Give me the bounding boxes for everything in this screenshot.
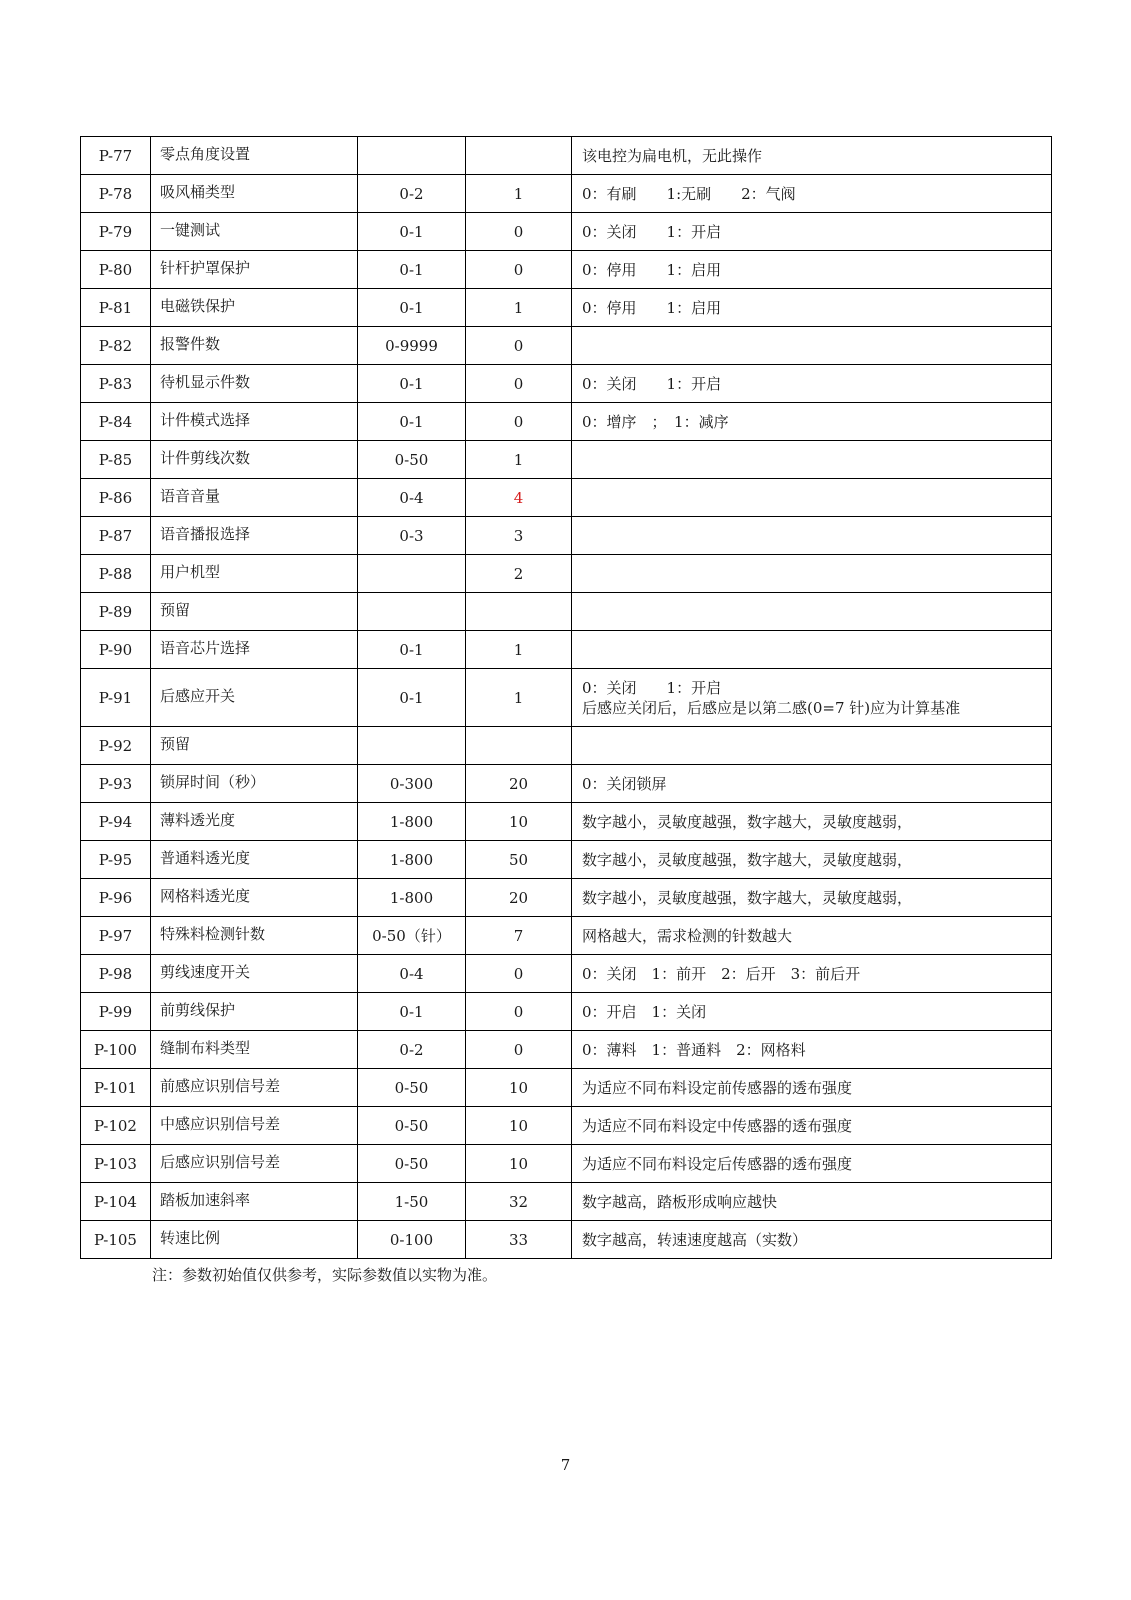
param-description-cell xyxy=(572,803,1052,841)
param-name-cell xyxy=(151,1221,358,1259)
param-code-cell: P-104 xyxy=(81,1183,151,1221)
param-description-line: 0：关闭 1：开启 xyxy=(582,222,722,241)
param-description-line: 0：薄料 1：普通料 2：网格料 xyxy=(582,1040,806,1059)
param-description-cell xyxy=(572,1031,1052,1069)
param-code-cell: P-90 xyxy=(81,631,151,669)
param-default-cell: 20 xyxy=(466,879,572,917)
param-name-cell xyxy=(151,1145,358,1183)
param-description-cell xyxy=(572,251,1052,289)
table-row xyxy=(81,289,1052,327)
param-name-cell xyxy=(151,1107,358,1145)
param-range-cell xyxy=(358,555,466,593)
param-name-cell xyxy=(151,327,358,365)
table-row xyxy=(81,1183,1052,1221)
param-default-cell: 0 xyxy=(466,365,572,403)
param-code-cell: P-83 xyxy=(81,365,151,403)
param-name: 语音音量 xyxy=(160,486,221,505)
param-description-line: 0：关闭锁屏 xyxy=(582,774,667,793)
param-description-line: 0：增序 ； 1：减序 xyxy=(582,412,729,431)
param-range-cell: 0-50 xyxy=(358,441,466,479)
table-row xyxy=(81,765,1052,803)
param-code-cell: P-105 xyxy=(81,1221,151,1259)
param-description-cell xyxy=(572,137,1052,175)
param-range-cell: 0-1 xyxy=(358,669,466,727)
param-description-cell xyxy=(572,879,1052,917)
param-range-cell xyxy=(358,727,466,765)
param-name: 电磁铁保护 xyxy=(160,296,236,315)
param-range-cell: 0-50 xyxy=(358,1145,466,1183)
table-row xyxy=(81,1069,1052,1107)
param-default-cell: 1 xyxy=(466,631,572,669)
param-name-cell xyxy=(151,441,358,479)
param-name: 锁屏时间（秒） xyxy=(160,772,266,791)
param-description-line: 0：停用 1：启用 xyxy=(582,298,722,317)
param-description-line: 0：关闭 1：前开 2：后开 3：前后开 xyxy=(582,964,861,983)
param-range-cell: 0-50 xyxy=(358,1069,466,1107)
param-name: 缝制布料类型 xyxy=(160,1038,251,1057)
param-description-cell xyxy=(572,1069,1052,1107)
param-range-cell: 0-1 xyxy=(358,289,466,327)
table-row xyxy=(81,841,1052,879)
param-code-cell: P-85 xyxy=(81,441,151,479)
param-default-cell: 7 xyxy=(466,917,572,955)
param-name-cell xyxy=(151,955,358,993)
param-default-cell: 10 xyxy=(466,1069,572,1107)
param-description-line: 数字越小，灵敏度越强，数字越大，灵敏度越弱， xyxy=(582,888,913,907)
table-row xyxy=(81,727,1052,765)
param-code-cell: P-91 xyxy=(81,669,151,727)
param-description-line: 网格越大，需求检测的针数越大 xyxy=(582,926,793,945)
param-default-cell: 0 xyxy=(466,403,572,441)
param-name: 语音芯片选择 xyxy=(160,638,251,657)
param-range-cell: 0-3 xyxy=(358,517,466,555)
param-default-cell: 1 xyxy=(466,175,572,213)
param-name: 踏板加速斜率 xyxy=(160,1190,251,1209)
param-default-cell: 0 xyxy=(466,1031,572,1069)
param-description-cell xyxy=(572,479,1052,517)
table-row xyxy=(81,955,1052,993)
param-description-cell xyxy=(572,403,1052,441)
param-name: 语音播报选择 xyxy=(160,524,251,543)
param-name-cell xyxy=(151,879,358,917)
param-code-cell: P-87 xyxy=(81,517,151,555)
param-code-cell: P-102 xyxy=(81,1107,151,1145)
param-range-cell: 0-2 xyxy=(358,1031,466,1069)
param-description-cell xyxy=(572,727,1052,765)
param-code-cell: P-80 xyxy=(81,251,151,289)
param-code-cell: P-101 xyxy=(81,1069,151,1107)
param-code-cell: P-93 xyxy=(81,765,151,803)
param-description-cell xyxy=(572,441,1052,479)
param-code-cell: P-84 xyxy=(81,403,151,441)
table-row xyxy=(81,175,1052,213)
param-default-cell: 10 xyxy=(466,1107,572,1145)
param-name-cell xyxy=(151,631,358,669)
table-row xyxy=(81,1145,1052,1183)
param-default-cell: 0 xyxy=(466,327,572,365)
param-name: 后感应开关 xyxy=(160,686,236,705)
param-range-cell: 0-1 xyxy=(358,403,466,441)
param-name: 普通料透光度 xyxy=(160,848,251,867)
param-description-cell xyxy=(572,1107,1052,1145)
param-code-cell: P-95 xyxy=(81,841,151,879)
param-name: 针杆护罩保护 xyxy=(160,258,251,277)
param-description-cell xyxy=(572,327,1052,365)
param-code-cell: P-86 xyxy=(81,479,151,517)
param-name-cell xyxy=(151,555,358,593)
param-name-cell xyxy=(151,137,358,175)
param-name-cell xyxy=(151,251,358,289)
table-row xyxy=(81,555,1052,593)
param-description-line: 0：有刷 1:无刷 2：气阀 xyxy=(582,184,796,203)
param-name-cell xyxy=(151,365,358,403)
param-description-cell xyxy=(572,555,1052,593)
param-default-cell xyxy=(466,593,572,631)
param-range-cell: 0-1 xyxy=(358,365,466,403)
table-row xyxy=(81,917,1052,955)
param-default-cell: 1 xyxy=(466,441,572,479)
param-default-cell xyxy=(466,727,572,765)
param-code-cell: P-88 xyxy=(81,555,151,593)
param-range-cell xyxy=(358,593,466,631)
param-range-cell xyxy=(358,137,466,175)
param-description-line: 为适应不同布料设定前传感器的透布强度 xyxy=(582,1078,853,1097)
param-range-cell: 1-800 xyxy=(358,841,466,879)
table-row xyxy=(81,365,1052,403)
param-range-cell: 1-800 xyxy=(358,803,466,841)
param-description-line: 0：关闭 1：开启 xyxy=(582,374,722,393)
param-description-cell xyxy=(572,917,1052,955)
param-name: 后感应识别信号差 xyxy=(160,1152,281,1171)
param-name: 特殊料检测针数 xyxy=(160,924,266,943)
param-default-cell: 33 xyxy=(466,1221,572,1259)
param-code-cell: P-94 xyxy=(81,803,151,841)
table-row xyxy=(81,479,1052,517)
param-code-cell: P-82 xyxy=(81,327,151,365)
param-code-cell: P-99 xyxy=(81,993,151,1031)
param-code-cell: P-92 xyxy=(81,727,151,765)
param-range-cell: 0-1 xyxy=(358,213,466,251)
param-name: 计件模式选择 xyxy=(160,410,251,429)
param-description-cell xyxy=(572,841,1052,879)
param-description-line: 后感应关闭后，后感应是以第二感(0=7 针)应为计算基准 xyxy=(582,698,961,717)
param-code-cell: P-100 xyxy=(81,1031,151,1069)
table-row xyxy=(81,213,1052,251)
param-range-cell: 0-1 xyxy=(358,251,466,289)
param-description-line: 数字越高，转速速度越高（实数） xyxy=(582,1230,808,1249)
parameter-table-body xyxy=(81,137,1052,1259)
param-name: 零点角度设置 xyxy=(160,144,251,163)
param-default-cell: 0 xyxy=(466,213,572,251)
param-description-cell xyxy=(572,1183,1052,1221)
footnote: 注：参数初始值仅供参考，实际参数值以实物为准。 xyxy=(152,1266,498,1284)
param-description-cell xyxy=(572,1145,1052,1183)
param-range-cell: 0-300 xyxy=(358,765,466,803)
param-name: 中感应识别信号差 xyxy=(160,1114,281,1133)
table-row xyxy=(81,137,1052,175)
table-row xyxy=(81,1221,1052,1259)
param-name: 网格料透光度 xyxy=(160,886,251,905)
param-default-cell: 2 xyxy=(466,555,572,593)
table-row xyxy=(81,403,1052,441)
param-name-cell xyxy=(151,1069,358,1107)
param-description-line: 0：关闭 1：开启 xyxy=(582,678,722,697)
param-range-cell: 0-9999 xyxy=(358,327,466,365)
param-name: 剪线速度开关 xyxy=(160,962,251,981)
param-name-cell xyxy=(151,803,358,841)
param-name-cell xyxy=(151,213,358,251)
table-row xyxy=(81,879,1052,917)
param-default-cell xyxy=(466,137,572,175)
table-row xyxy=(81,593,1052,631)
param-range-cell: 0-100 xyxy=(358,1221,466,1259)
param-description-cell xyxy=(572,289,1052,327)
param-name: 报警件数 xyxy=(160,334,221,353)
param-code-cell: P-98 xyxy=(81,955,151,993)
param-range-cell: 1-50 xyxy=(358,1183,466,1221)
param-name: 前感应识别信号差 xyxy=(160,1076,281,1095)
param-range-cell: 0-4 xyxy=(358,955,466,993)
param-code-cell: P-78 xyxy=(81,175,151,213)
param-name: 预留 xyxy=(160,600,191,619)
param-name: 吸风桶类型 xyxy=(160,182,236,201)
param-name: 一键测试 xyxy=(160,220,221,239)
param-description-cell xyxy=(572,955,1052,993)
table-row xyxy=(81,993,1052,1031)
param-name: 待机显示件数 xyxy=(160,372,251,391)
param-name: 前剪线保护 xyxy=(160,1000,236,1019)
param-range-cell: 0-4 xyxy=(358,479,466,517)
param-description-line: 数字越小，灵敏度越强，数字越大，灵敏度越弱， xyxy=(582,850,913,869)
param-description-cell xyxy=(572,213,1052,251)
param-description-line: 为适应不同布料设定后传感器的透布强度 xyxy=(582,1154,853,1173)
table-row xyxy=(81,327,1052,365)
param-name-cell xyxy=(151,1031,358,1069)
param-name: 转速比例 xyxy=(160,1228,221,1247)
param-name-cell xyxy=(151,917,358,955)
param-name-cell xyxy=(151,727,358,765)
param-description-line: 为适应不同布料设定中传感器的透布强度 xyxy=(582,1116,853,1135)
param-name-cell xyxy=(151,765,358,803)
param-code-cell: P-81 xyxy=(81,289,151,327)
table-row xyxy=(81,669,1052,727)
table-row xyxy=(81,517,1052,555)
param-description-cell xyxy=(572,993,1052,1031)
param-name-cell xyxy=(151,175,358,213)
param-description-line: 0：停用 1：启用 xyxy=(582,260,722,279)
page-number: 7 xyxy=(560,1456,571,1474)
param-code-cell: P-89 xyxy=(81,593,151,631)
table-row xyxy=(81,1031,1052,1069)
param-name-cell xyxy=(151,593,358,631)
param-description-cell xyxy=(572,765,1052,803)
param-name-cell xyxy=(151,669,358,727)
param-name-cell xyxy=(151,517,358,555)
param-range-cell: 1-800 xyxy=(358,879,466,917)
param-description-cell xyxy=(572,1221,1052,1259)
param-code-cell: P-96 xyxy=(81,879,151,917)
param-name: 预留 xyxy=(160,734,191,753)
param-code-cell: P-97 xyxy=(81,917,151,955)
table-row xyxy=(81,251,1052,289)
param-default-cell: 50 xyxy=(466,841,572,879)
param-range-cell: 0-1 xyxy=(358,993,466,1031)
param-default-cell: 3 xyxy=(466,517,572,555)
param-name-cell xyxy=(151,403,358,441)
param-default-cell: 1 xyxy=(466,289,572,327)
param-range-cell: 0-50 xyxy=(358,1107,466,1145)
param-default-cell: 32 xyxy=(466,1183,572,1221)
param-name-cell xyxy=(151,841,358,879)
param-range-cell: 0-2 xyxy=(358,175,466,213)
param-default-cell: 1 xyxy=(466,669,572,727)
param-default-cell: 0 xyxy=(466,993,572,1031)
param-range-cell: 0-50（针） xyxy=(358,917,466,955)
param-description-line: 数字越小，灵敏度越强，数字越大，灵敏度越弱， xyxy=(582,812,913,831)
param-range-cell: 0-1 xyxy=(358,631,466,669)
param-name: 薄料透光度 xyxy=(160,810,236,829)
param-description-cell xyxy=(572,365,1052,403)
param-description-line: 0：开启 1：关闭 xyxy=(582,1002,707,1021)
param-default-cell: 10 xyxy=(466,1145,572,1183)
param-description-cell xyxy=(572,517,1052,555)
param-default-cell: 10 xyxy=(466,803,572,841)
table-row xyxy=(81,1107,1052,1145)
param-default-cell: 20 xyxy=(466,765,572,803)
param-default-cell: 0 xyxy=(466,251,572,289)
param-name-cell xyxy=(151,289,358,327)
param-default-cell: 4 xyxy=(466,479,572,517)
param-code-cell: P-103 xyxy=(81,1145,151,1183)
param-description-cell xyxy=(572,175,1052,213)
parameter-table xyxy=(80,136,1052,1259)
param-name-cell xyxy=(151,993,358,1031)
param-code-cell: P-79 xyxy=(81,213,151,251)
param-description-cell xyxy=(572,631,1052,669)
param-description-line: 数字越高，踏板形成响应越快 xyxy=(582,1192,778,1211)
param-code-cell: P-77 xyxy=(81,137,151,175)
param-name-cell xyxy=(151,1183,358,1221)
param-name-cell xyxy=(151,479,358,517)
param-default-cell: 0 xyxy=(466,955,572,993)
param-name: 计件剪线次数 xyxy=(160,448,251,467)
table-row xyxy=(81,441,1052,479)
table-row xyxy=(81,631,1052,669)
param-description-cell xyxy=(572,669,1052,727)
param-description-cell xyxy=(572,593,1052,631)
table-row xyxy=(81,803,1052,841)
param-description-line: 该电控为扁电机，无此操作 xyxy=(582,146,763,165)
param-name: 用户机型 xyxy=(160,562,221,581)
